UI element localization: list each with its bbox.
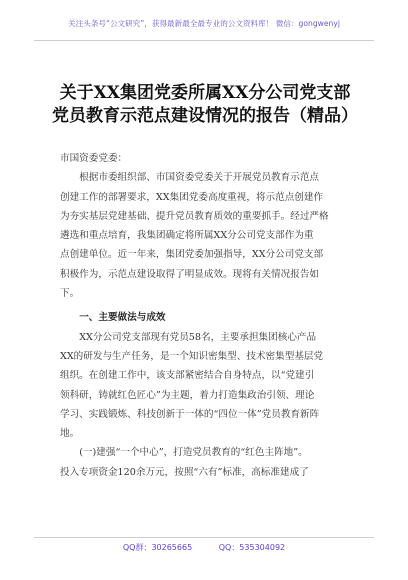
paragraph-2 <box>60 328 352 347</box>
paragraph-1-line: 点创建单位。近一年来，集团党委加强指导，XX分公司党支部 <box>60 249 324 261</box>
paragraph-2-line: XX分公司党支部现有党员58名，主要承担集团核心产品 <box>79 331 317 343</box>
section-heading-1: 一、主要做法与成效 <box>79 312 166 324</box>
footer-qq-group: QQ群：30265665 <box>122 543 193 552</box>
paragraph-1-cont <box>60 188 352 304</box>
header-divider <box>34 40 374 41</box>
footer-divider <box>34 537 374 538</box>
paragraph-1-line: 创建工作的部署要求，XX集团党委高度重视，将示范点创建作 <box>60 191 324 203</box>
paragraph-2-line: 学习、实践锻炼、科技创新于一体的“四位一体”党员教育新阵 <box>60 408 320 420</box>
paragraph-3-line: 投入专项资金120余万元，按照“六有”标准，高标准建成了 <box>60 466 309 478</box>
document-title <box>40 82 370 128</box>
paragraph-1-line: 根据市委组织部、市国资委党委关于开展党员教育示范点 <box>79 172 320 184</box>
footer-qq: QQ：535304092 <box>218 543 286 552</box>
paragraph-1-line: 遴选和重点培育，我集团确定将所属XX分公司党支部作为重 <box>60 230 314 242</box>
footer <box>0 542 408 553</box>
paragraph-2-cont <box>60 347 352 443</box>
paragraph-3 <box>60 443 352 462</box>
paragraph-2-line: XX的研发与生产任务，是一个知识密集型、技术密集型基层党 <box>60 350 324 362</box>
paragraph-2-line: 地。 <box>60 428 80 440</box>
salutation: 市国资委党委： <box>60 153 128 164</box>
title-line-2: 党员教育示范点建设情况的报告（精品） <box>52 106 358 126</box>
paragraph-1-line: 积极作为，示范点建设取得了明显成效。现将有关情况报告如 <box>60 268 320 280</box>
header-banner: 关注头条号“公文研究”，获得最新最全最专业的公文资料库！ 微信：gongwenyj <box>68 19 340 28</box>
paragraph-2-line: 领科研，铸就红色匠心”为主题，着力打造集政治引领、理论 <box>60 389 315 401</box>
paragraph-3-line: (一)建强“一个中心”，打造党员教育的“红色主阵地”。 <box>79 447 308 459</box>
paragraph-3-cont <box>60 463 352 482</box>
paragraph-1-line: 为夯实基层党建基础、提升党员教育质效的重要抓手。经过严格 <box>60 210 329 222</box>
paragraph-1 <box>60 168 352 187</box>
title-line-1: 关于XX集团党委所属XX分公司党支部 <box>59 83 351 103</box>
paragraph-1-line: 下。 <box>60 288 80 300</box>
paragraph-2-line: 组织。在创建工作中，该支部紧密结合自身特点，以“党建引 <box>60 370 315 382</box>
document-body <box>60 149 352 482</box>
